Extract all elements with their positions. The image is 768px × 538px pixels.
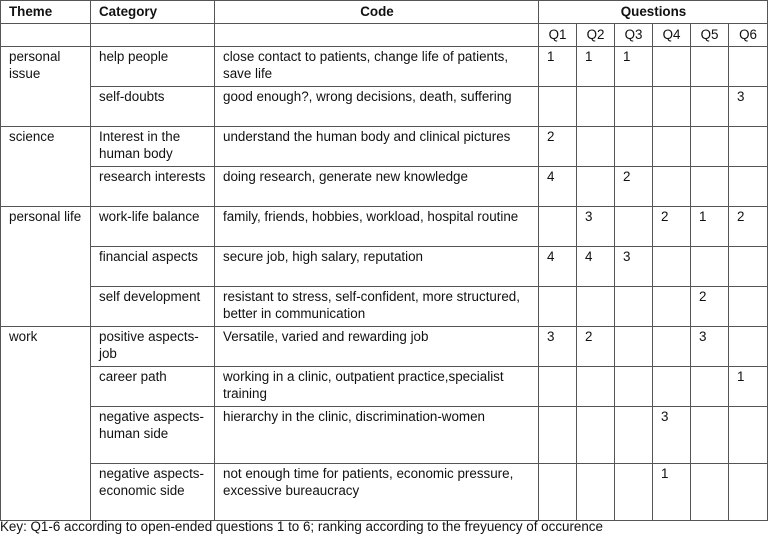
q-cell xyxy=(729,464,768,521)
table-row xyxy=(1,287,768,327)
header-q6: Q6 xyxy=(729,24,768,47)
header-q3: Q3 xyxy=(615,24,653,47)
code-cell: good enough?, wrong decisions, death, suffering xyxy=(215,87,539,127)
q-cell xyxy=(691,127,729,167)
q-cell: 2 xyxy=(691,287,729,327)
q-cell: 2 xyxy=(539,127,577,167)
header-q2: Q2 xyxy=(577,24,615,47)
header-code: Code xyxy=(215,1,539,24)
q-cell xyxy=(577,127,615,167)
category-cell: career path xyxy=(91,367,215,407)
code-cell: understand the human body and clinical pictures xyxy=(215,127,539,167)
subhead-blank xyxy=(1,24,91,47)
q-cell xyxy=(653,127,691,167)
q-cell xyxy=(691,367,729,407)
q-cell: 3 xyxy=(729,87,768,127)
header-category: Category xyxy=(91,1,215,24)
q-cell xyxy=(653,47,691,87)
q-cell xyxy=(615,287,653,327)
q-cell xyxy=(577,407,615,464)
q-cell xyxy=(653,367,691,407)
q-cell: 3 xyxy=(653,407,691,464)
code-cell: working in a clinic, outpatient practice,specialist training xyxy=(215,367,539,407)
q-cell xyxy=(729,47,768,87)
q-cell xyxy=(615,207,653,247)
q-cell xyxy=(729,167,768,207)
table-row xyxy=(1,407,768,464)
q-cell: 2 xyxy=(653,207,691,247)
code-cell: resistant to stress, self-confident, more structured, better in communication xyxy=(215,287,539,327)
subhead-blank xyxy=(215,24,539,47)
q-cell xyxy=(577,287,615,327)
q-cell xyxy=(729,407,768,464)
table-row xyxy=(1,87,768,127)
q-cell: 3 xyxy=(539,327,577,367)
q-cell: 2 xyxy=(577,327,615,367)
category-cell: negative aspects-economic side xyxy=(91,464,215,521)
theme-cell: science xyxy=(1,127,91,207)
category-cell: Interest in the human body xyxy=(91,127,215,167)
q-cell xyxy=(615,367,653,407)
q-cell: 1 xyxy=(539,47,577,87)
q-cell: 1 xyxy=(615,47,653,87)
q-cell: 1 xyxy=(653,464,691,521)
q-cell: 3 xyxy=(691,327,729,367)
q-cell xyxy=(691,407,729,464)
q-cell xyxy=(539,207,577,247)
q-cell xyxy=(691,87,729,127)
q-cell: 4 xyxy=(577,247,615,287)
table-key-note: Key: Q1-6 according to open-ended questions 1 to 6; ranking according to the freyuency of occurence xyxy=(0,519,603,534)
q-cell xyxy=(615,327,653,367)
code-cell: doing research, generate new knowledge xyxy=(215,167,539,207)
q-cell xyxy=(691,464,729,521)
q-cell xyxy=(577,167,615,207)
table-row xyxy=(1,207,768,247)
q-cell: 3 xyxy=(615,247,653,287)
category-cell: self-doubts xyxy=(91,87,215,127)
header-questions: Questions xyxy=(539,1,768,24)
q-cell xyxy=(539,87,577,127)
q-cell xyxy=(615,127,653,167)
q-cell xyxy=(577,87,615,127)
q-cell xyxy=(653,87,691,127)
table-row xyxy=(1,327,768,367)
subhead-blank xyxy=(91,24,215,47)
q-cell xyxy=(729,127,768,167)
q-cell xyxy=(691,47,729,87)
code-cell: close contact to patients, change life of patients, save life xyxy=(215,47,539,87)
q-cell xyxy=(729,247,768,287)
theme-cell: work xyxy=(1,327,91,521)
header-q1: Q1 xyxy=(539,24,577,47)
q-cell xyxy=(729,287,768,327)
category-cell: help people xyxy=(91,47,215,87)
q-cell xyxy=(615,87,653,127)
table-row xyxy=(1,247,768,287)
q-cell xyxy=(615,407,653,464)
table-row xyxy=(1,167,768,207)
q-cell xyxy=(539,367,577,407)
category-cell: negative aspects-human side xyxy=(91,407,215,464)
table-row xyxy=(1,464,768,521)
q-cell: 2 xyxy=(729,207,768,247)
q-cell xyxy=(577,464,615,521)
table-row xyxy=(1,47,768,87)
header-q5: Q5 xyxy=(691,24,729,47)
q-cell xyxy=(615,464,653,521)
category-cell: work-life balance xyxy=(91,207,215,247)
category-cell: positive aspects- job xyxy=(91,327,215,367)
q-cell xyxy=(691,247,729,287)
q-cell xyxy=(653,167,691,207)
q-cell xyxy=(691,167,729,207)
q-cell xyxy=(539,287,577,327)
q-cell xyxy=(653,247,691,287)
q-cell: 1 xyxy=(691,207,729,247)
q-cell: 1 xyxy=(577,47,615,87)
q-cell: 3 xyxy=(577,207,615,247)
table-row xyxy=(1,127,768,167)
theme-cell: personal issue xyxy=(1,47,91,127)
code-cell: not enough time for patients, economic pressure, excessive bureaucracy xyxy=(215,464,539,521)
category-cell: financial aspects xyxy=(91,247,215,287)
q-cell: 4 xyxy=(539,247,577,287)
q-cell xyxy=(729,327,768,367)
code-cell: family, friends, hobbies, workload, hospital routine xyxy=(215,207,539,247)
q-cell xyxy=(577,367,615,407)
q-cell xyxy=(539,407,577,464)
theme-cell: personal life xyxy=(1,207,91,327)
q-cell xyxy=(653,327,691,367)
q-cell xyxy=(653,287,691,327)
header-q4: Q4 xyxy=(653,24,691,47)
code-cell: Versatile, varied and rewarding job xyxy=(215,327,539,367)
q-cell xyxy=(539,464,577,521)
q-cell: 1 xyxy=(729,367,768,407)
category-cell: research interests xyxy=(91,167,215,207)
table-row xyxy=(1,367,768,407)
code-cell: hierarchy in the clinic, discrimination-women xyxy=(215,407,539,464)
header-theme: Theme xyxy=(1,1,91,24)
q-cell: 4 xyxy=(539,167,577,207)
category-cell: self development xyxy=(91,287,215,327)
code-cell: secure job, high salary, reputation xyxy=(215,247,539,287)
q-cell: 2 xyxy=(615,167,653,207)
